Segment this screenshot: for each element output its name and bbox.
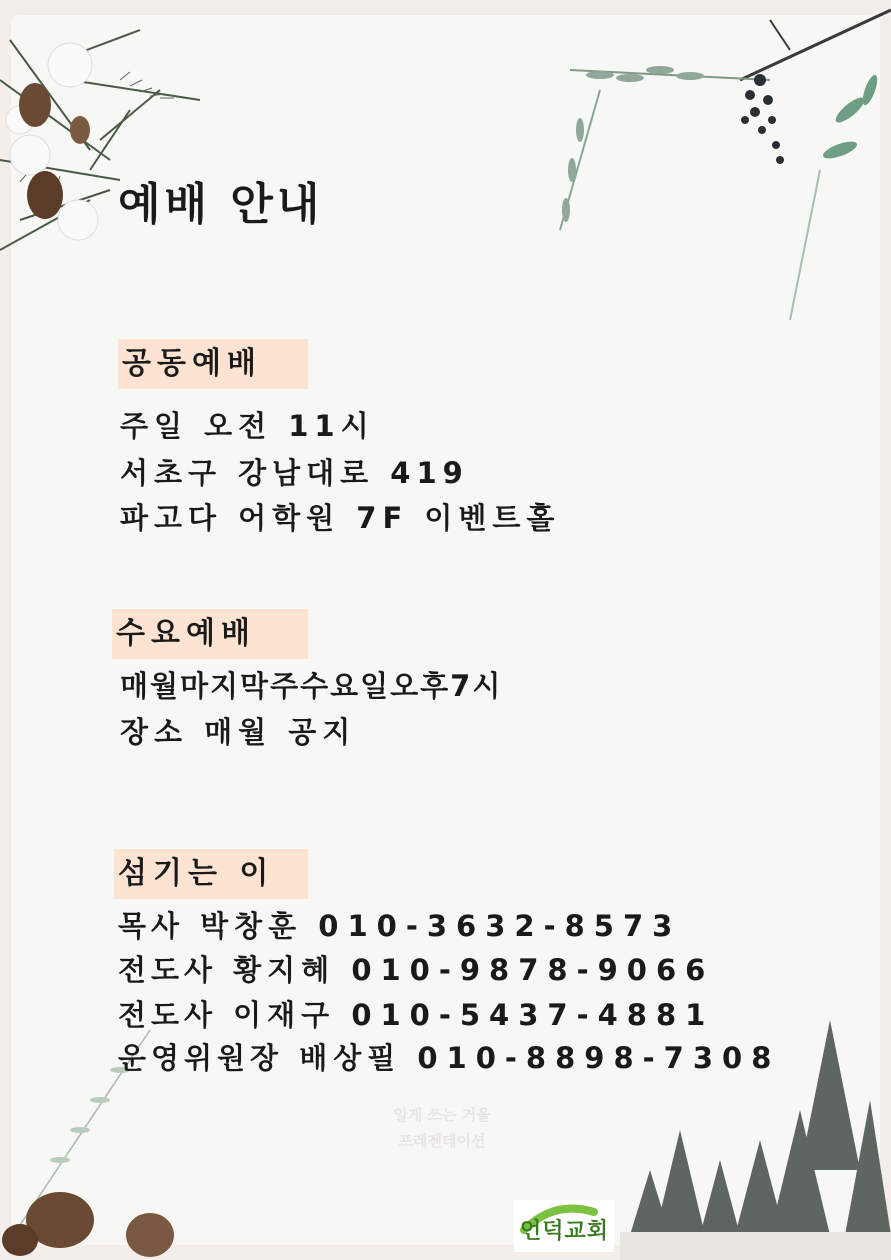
contact-phone: 010-5437-4881 [351, 998, 715, 1032]
contact-row [118, 993, 714, 1034]
section-heading-public-service: 공동예배 [118, 339, 308, 389]
service-time-line: 주일 오전 11시 [120, 409, 375, 443]
address-line: 서초구 강남대로 419 [120, 456, 469, 490]
section-heading-servants: 섬기는 이 [114, 849, 308, 899]
contact-role: 전도사 [118, 953, 218, 987]
watermark-line-1: 일게 쓰는 거울 [393, 1106, 491, 1124]
contact-role: 목사 [118, 909, 185, 943]
cotton-pine-decoration [0, 20, 240, 270]
contact-role: 운영위원장 [118, 1041, 284, 1075]
wednesday-place-line: 장소 매월 공지 [120, 715, 357, 749]
branch-berries-decoration [540, 0, 891, 330]
contact-role: 전도사 [118, 998, 218, 1032]
contact-name: 배상필 [299, 1041, 402, 1075]
contact-name: 황지혜 [233, 953, 336, 987]
contact-row [118, 904, 681, 945]
logo-text: 언덕교회 [520, 1218, 610, 1244]
wednesday-time-line: 매월마지막주수요일오후7시 [120, 669, 503, 703]
watermark-line-2: 프레젠테이션 [398, 1132, 486, 1150]
contact-row [118, 1036, 780, 1077]
contact-name: 이재구 [233, 998, 336, 1032]
contact-name: 박창훈 [200, 909, 303, 943]
contact-phone: 010-9878-9066 [351, 953, 715, 987]
contact-phone: 010-8898-7308 [417, 1041, 781, 1075]
contact-phone: 010-3632-8573 [318, 909, 682, 943]
church-logo [514, 1200, 614, 1252]
contact-row [118, 948, 714, 989]
section-heading-wednesday-service: 수요예배 [112, 609, 308, 659]
page-title: 예배 안내 [118, 179, 324, 230]
venue-line: 파고다 어학원 7F 이벤트홀 [120, 501, 561, 535]
